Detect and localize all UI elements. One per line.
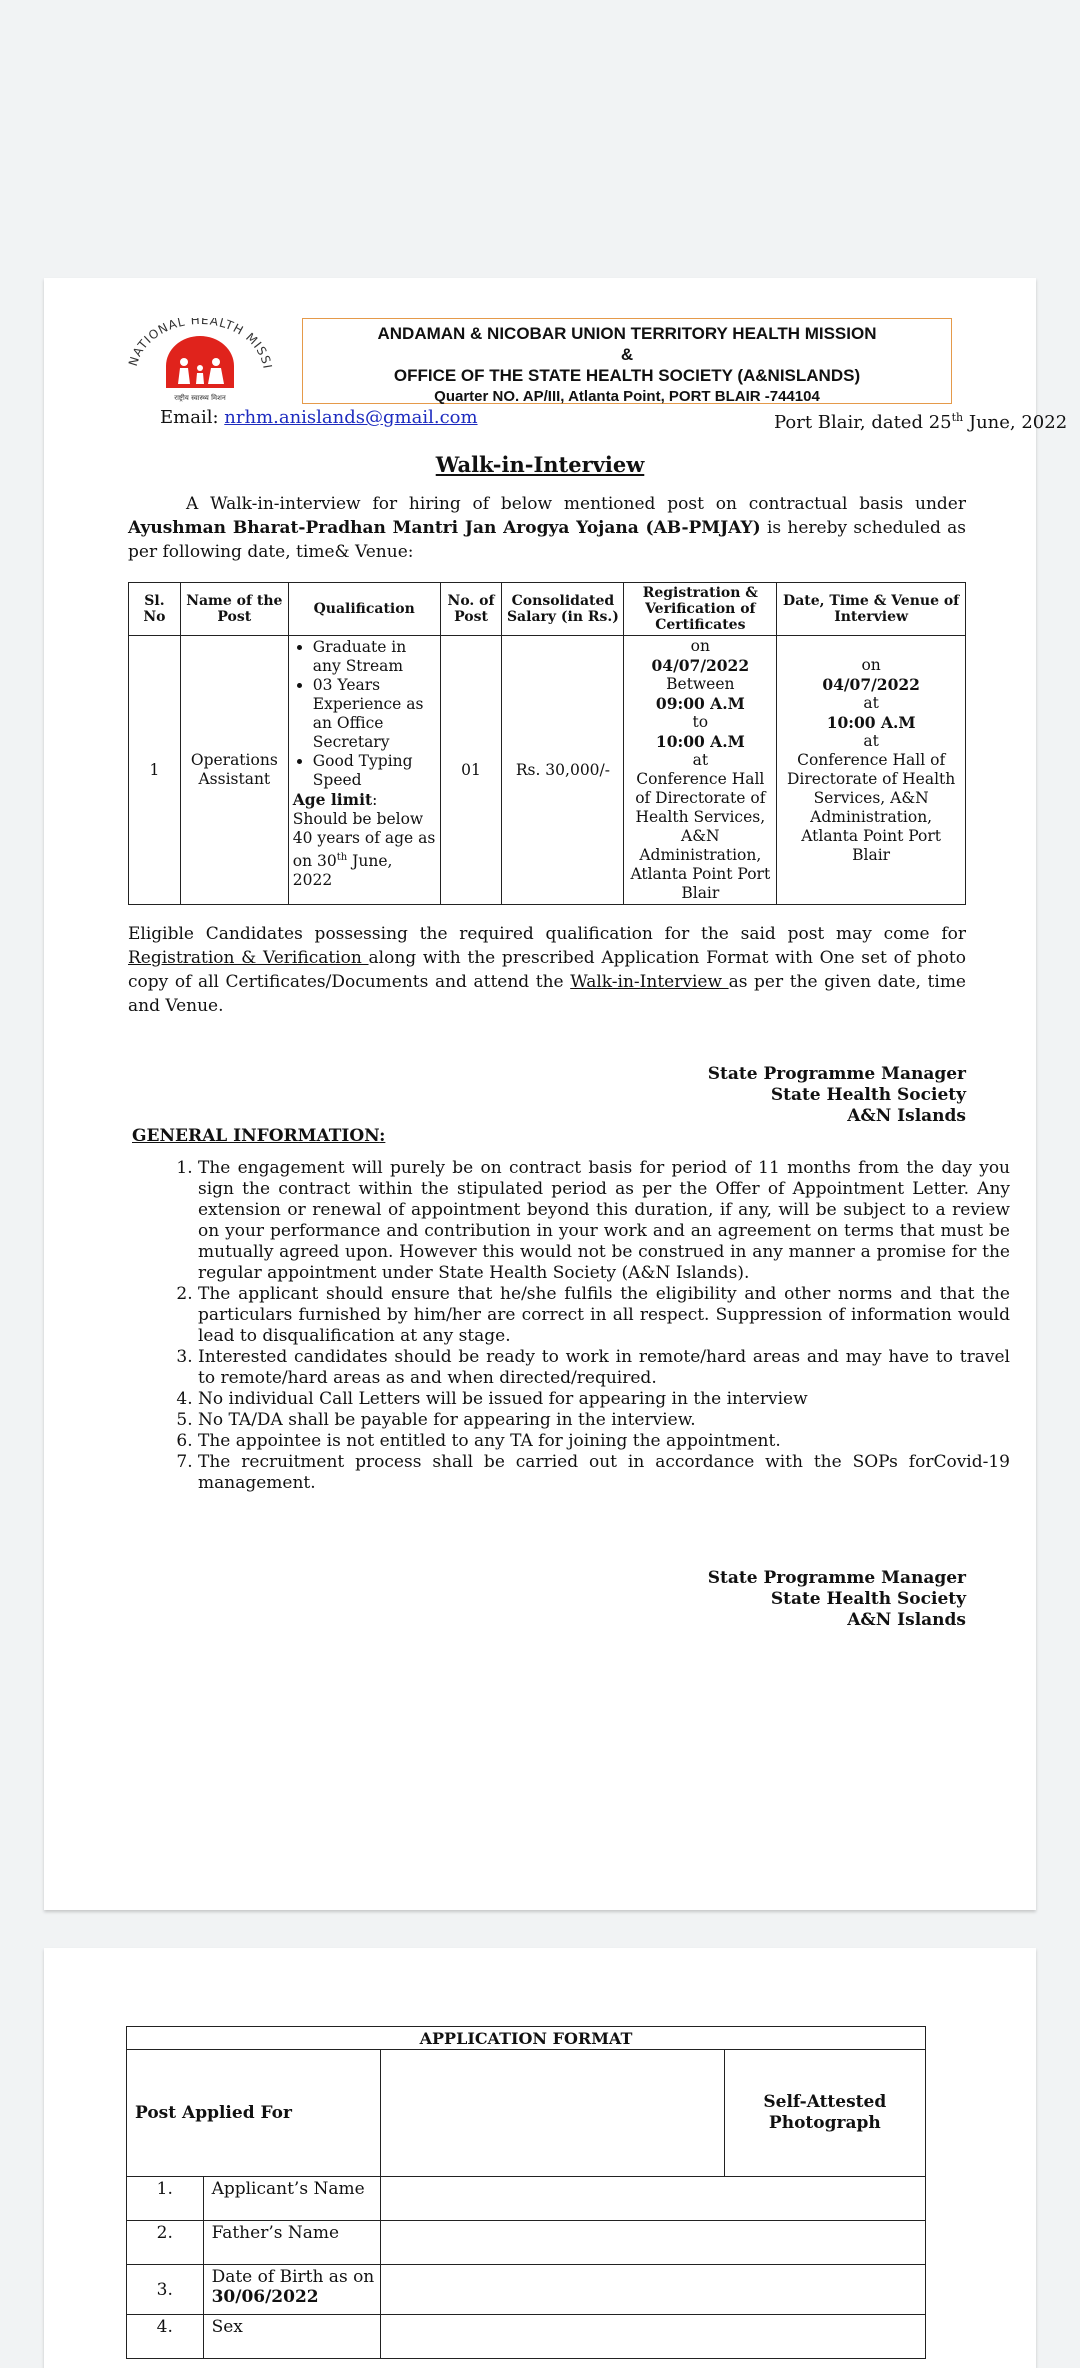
letterhead-address: Quarter NO. AP/III, Atlanta Point, PORT BLAIR -744104 — [434, 388, 820, 405]
logo-subtext: राष्ट्रीय स्वास्थ्य मिशन — [174, 394, 226, 402]
registration-date: 04/07/2022 — [651, 656, 750, 675]
table-header-row — [129, 583, 966, 636]
father-name-label: Father’s Name — [203, 2221, 381, 2265]
salary-cell: Rs. 30,000/- — [502, 636, 624, 905]
list-item: 7. The recruitment process shall be carried out in accordance with the SOPs forCovid-19 management. — [198, 1452, 1010, 1494]
sex-label: Sex — [203, 2315, 381, 2359]
place-date: Port Blair, dated 25th June, 2022 — [774, 411, 1068, 433]
logo-text: NATIONAL HEALTH MISSI — [126, 318, 275, 371]
father-name-field[interactable] — [381, 2221, 926, 2265]
post-applied-field[interactable] — [381, 2050, 725, 2177]
application-format-caption: APPLICATION FORMAT — [127, 2027, 926, 2050]
email-label: Email: — [160, 407, 219, 428]
photograph-box: Self-Attested Photograph — [724, 2050, 925, 2177]
table-row — [129, 636, 966, 905]
row-number: 2. — [127, 2221, 204, 2265]
table-header: Qualification — [288, 583, 440, 636]
list-item: 6. The appointee is not entitled to any TA for joining the appointment. — [198, 1431, 1010, 1452]
registration-cell: on 04/07/2022 Between 09:00 A.M to 10:00 A.M at Conference Hall of Directorate of Health Services, A&N Administration, Atlanta Point Port Blair — [624, 636, 777, 905]
list-item: 4. No individual Call Letters will be issued for appearing in the interview — [198, 1389, 1010, 1410]
sl-no-cell: 1 — [129, 636, 181, 905]
letterhead-line-3: OFFICE OF THE STATE HEALTH SOCIETY (A&NISLANDS) — [393, 366, 861, 385]
age-limit-text: Should be below 40 years of age as on 30th June, 2022 — [292, 810, 436, 890]
dob-label: Date of Birth as on 30/06/2022 — [203, 2265, 381, 2315]
letterhead-line-1: ANDAMAN & NICOBAR UNION TERRITORY HEALTH MISSION — [377, 324, 877, 343]
letterhead-line-2: & — [620, 345, 634, 364]
signature-block: State Programme Manager State Health Society A&N Islands — [707, 1064, 966, 1126]
signature-block: State Programme Manager State Health Society A&N Islands — [707, 1568, 966, 1630]
document-page-1 — [44, 278, 1068, 1910]
registration-end-time: 10:00 A.M — [655, 732, 745, 751]
row-number: 3. — [127, 2265, 204, 2315]
general-information-heading: GENERAL INFORMATION: — [132, 1126, 386, 1146]
table-header: Name of the Post — [180, 583, 288, 636]
qualification-item: • 03 Years Experience as an Office Secretary — [313, 676, 436, 752]
no-of-post-cell: 01 — [440, 636, 502, 905]
row-number: 4. — [127, 2315, 204, 2359]
list-item: 3. Interested candidates should be ready to work in remote/hard areas and may have to travel to remote/hard areas as and when directed/required. — [198, 1347, 1010, 1389]
nhm-logo — [126, 318, 276, 404]
age-limit-label: Age limit — [292, 790, 373, 809]
eligibility-paragraph: Eligible Candidates possessing the required qualification for the said post may come for Registration & Verification along with the prescribed Application Format with One set of photo copy of all Certificates/Documents and attend the Walk-in-Interview as per the given date, time and Venue. — [128, 924, 966, 1016]
qualification-cell: • Graduate in any Stream • 03 Years Experience as an Office Secretary • Good Typing Speed Age limit: Should be below 40 years of age as on 30th June, 2022 — [288, 636, 440, 905]
post-name-cell: Operations Assistant — [180, 636, 288, 905]
interview-venue: Conference Hall of Directorate of Health Services, A&N Administration, Atlanta Point Port Blair — [786, 751, 956, 864]
table-header: Registration & Verification of Certificates — [624, 583, 777, 636]
table-header: Date, Time & Venue of Interview — [777, 583, 966, 636]
dob-field[interactable] — [381, 2265, 926, 2315]
registration-start-time: 09:00 A.M — [655, 694, 745, 713]
general-information-list — [154, 1158, 1010, 1494]
scheme-name: Ayushman Bharat-Pradhan Mantri Jan Arogya Yojana (AB-PMJAY) — [128, 518, 761, 538]
email-link[interactable]: nrhm.anislands@gmail.com — [224, 407, 478, 428]
interview-cell: on 04/07/2022 at 10:00 A.M at Conference Hall of Directorate of Health Services, A&N Administration, Atlanta Point Port Blair — [777, 636, 966, 905]
qualification-item: • Graduate in any Stream — [313, 638, 436, 676]
sex-field[interactable] — [381, 2315, 926, 2359]
document-page-2 — [44, 1948, 1036, 2368]
application-format-table — [126, 2026, 926, 2359]
intro-paragraph: A Walk-in-interview for hiring of below mentioned post on contractual basis under Ayushman Bharat-Pradhan Mantri Jan Arogya Yojana (AB-PMJAY) is hereby scheduled as per following date, time& Venue: — [128, 494, 966, 562]
document-title: Walk-in-Interview — [435, 452, 645, 477]
table-header: Sl. No — [129, 583, 181, 636]
interview-date: 04/07/2022 — [822, 675, 920, 694]
email-date-line — [160, 406, 1068, 433]
interview-time: 10:00 A.M — [826, 713, 916, 732]
vacancy-table — [128, 582, 966, 905]
letterhead-box — [302, 318, 952, 404]
list-item: 5. No TA/DA shall be payable for appearing in the interview. — [198, 1410, 1010, 1431]
registration-venue: Conference Hall of Directorate of Health Services, A&N Administration, Atlanta Point Port Blair — [630, 770, 771, 902]
applicant-name-field[interactable] — [381, 2177, 926, 2221]
applicant-name-label: Applicant’s Name — [203, 2177, 381, 2221]
row-number: 1. — [127, 2177, 204, 2221]
qualification-item: • Good Typing Speed — [313, 752, 436, 790]
list-item: 2. The applicant should ensure that he/she fulfils the eligibility and other norms and that the particulars furnished by him/her are correct in all respect. Suppression of information would lead to disqualification at any stage. — [198, 1284, 1010, 1347]
table-header: No. of Post — [440, 583, 502, 636]
post-applied-label: Post Applied For — [127, 2050, 381, 2177]
table-header: Consolidated Salary (in Rs.) — [502, 583, 624, 636]
list-item: 1. The engagement will purely be on contract basis for period of 11 months from the day you sign the contract within the stipulated period as per the Offer of Appointment Letter. Any extension or renewal of appointment beyond this duration, if any, will be subject to a review on your performance and contribution in your work and an agreement on terms that must be mutually agreed upon. However this would not be construed in any manner a promise for the regular appointment under State Health Society (A&N Islands). — [198, 1158, 1010, 1284]
